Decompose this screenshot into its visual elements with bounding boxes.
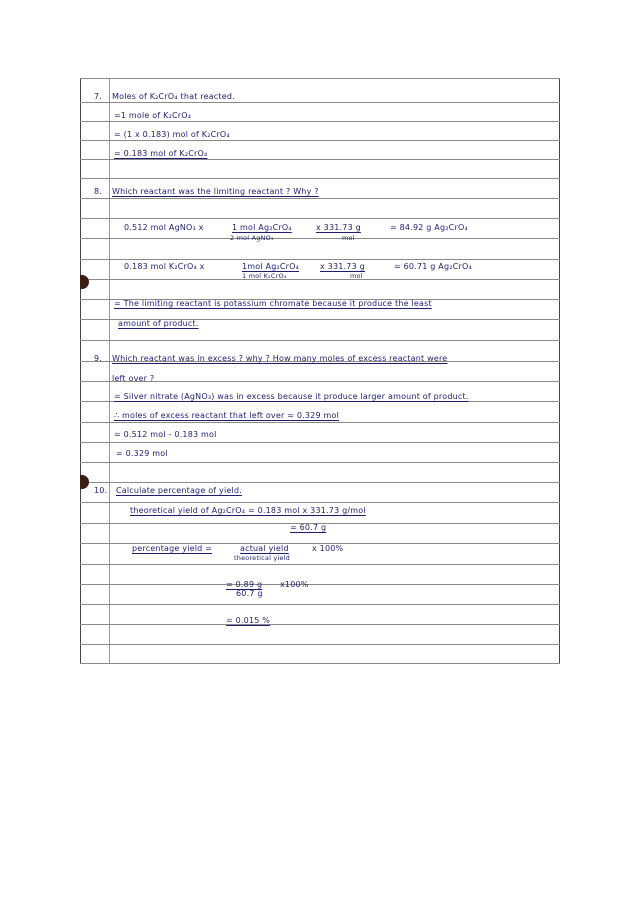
ruled-line (80, 279, 560, 280)
q10-percent-multiplier: x 100% (312, 544, 344, 553)
ruled-line (80, 121, 560, 122)
notebook-page (80, 78, 560, 664)
ruled-line (80, 78, 560, 79)
ruled-line (80, 422, 560, 423)
q10-percent-numerator: actual yield (240, 544, 289, 553)
ruled-line (80, 102, 560, 103)
q8-calc2-denominator: 1 mol K₂CrO₄ (242, 272, 287, 280)
ruled-line (80, 259, 560, 260)
ruled-line (80, 198, 560, 199)
ruled-line (80, 482, 560, 483)
q9-subtraction: = 0.512 mol - 0.183 mol (114, 430, 217, 439)
question-number-9: 9. (94, 354, 103, 363)
ruled-line (80, 178, 560, 179)
q10-calc-denominator: 60.7 g (236, 589, 263, 598)
q8-answer-line-2: amount of product. (118, 319, 199, 328)
ruled-line (80, 218, 560, 219)
binder-hole (80, 475, 89, 489)
q8-calc1-denominator: 2 mol AgNO₃ (230, 234, 274, 242)
ruled-line (80, 238, 560, 239)
ruled-line (80, 502, 560, 503)
q10-theoretical-result: = 60.7 g (290, 523, 327, 532)
q7-question: Moles of K₂CrO₄ that reacted. (112, 92, 235, 101)
q9-question-line-2: left over ? (112, 374, 155, 383)
ruled-line (80, 401, 560, 402)
q8-calc2-molar-mass-unit: mol (350, 272, 363, 280)
q10-question: Calculate percentage of yield. (116, 486, 242, 495)
q10-percent-label: percentage yield = (132, 544, 213, 553)
ruled-line (80, 442, 560, 443)
ruled-line (80, 624, 560, 625)
q8-calc1-molar-mass-unit: mol (342, 234, 355, 242)
ruled-line (80, 462, 560, 463)
q10-calc-numerator: = 0.89 g (226, 580, 263, 589)
q8-calc2-molar-mass: x 331.73 g (320, 262, 365, 271)
q8-answer-line-1: = The limiting reactant is potassium chromate because it produce the least (114, 299, 432, 308)
margin-line (109, 78, 110, 664)
q10-result: = 0.015 % (226, 616, 271, 625)
question-number-10: 10. (94, 486, 108, 495)
ruled-line (80, 159, 560, 160)
q8-calc1-result: = 84.92 g Ag₂CrO₄ (390, 223, 468, 232)
q10-theoretical-yield: theoretical yield of Ag₂CrO₄ = 0.183 mol x 331.73 g/mol (130, 506, 366, 515)
q8-calc1-left: 0.512 mol AgNO₃ x (124, 223, 204, 232)
q9-answer: = Silver nitrate (AgNO₃) was in excess because it produce larger amount of product. (114, 392, 469, 401)
q7-step-2: = (1 x 0.183) mol of K₂CrO₄ (114, 130, 230, 139)
ruled-line (80, 140, 560, 141)
question-number-8: 8. (94, 187, 103, 196)
q7-step-3: = 0.183 mol of K₂CrO₄ (114, 149, 208, 158)
q9-moles-left: ∴ moles of excess reactant that left over = 0.329 mol (114, 411, 340, 420)
page-left-edge (80, 78, 81, 664)
ruled-line (80, 584, 560, 585)
q8-calc2-result: = 60.71 g Ag₂CrO₄ (394, 262, 472, 271)
question-number-7: 7. (94, 92, 103, 101)
q9-question-line-1: Which reactant was in excess ? why ? How many moles of excess reactant were (112, 354, 448, 363)
ruled-line (80, 564, 560, 565)
q10-percent-denominator: theoretical yield (234, 554, 290, 562)
q8-question: Which reactant was the limiting reactant ? Why ? (112, 187, 319, 196)
q9-result: = 0.329 mol (116, 449, 168, 458)
q7-step-1: =1 mole of K₂CrO₄ (114, 111, 192, 120)
ruled-line (80, 644, 560, 645)
q8-calc1-numerator: 1 mol Ag₂CrO₄ (232, 223, 292, 232)
q8-calc2-left: 0.183 mol K₂CrO₄ x (124, 262, 205, 271)
ruled-line (80, 663, 560, 664)
q10-calc-multiplier: x100% (280, 580, 309, 589)
page-right-edge (559, 78, 560, 664)
ruled-line (80, 604, 560, 605)
q8-calc1-molar-mass: x 331.73 g (316, 223, 361, 232)
q8-calc2-numerator: 1mol Ag₂CrO₄ (242, 262, 300, 271)
binder-hole (80, 275, 89, 289)
ruled-line (80, 340, 560, 341)
